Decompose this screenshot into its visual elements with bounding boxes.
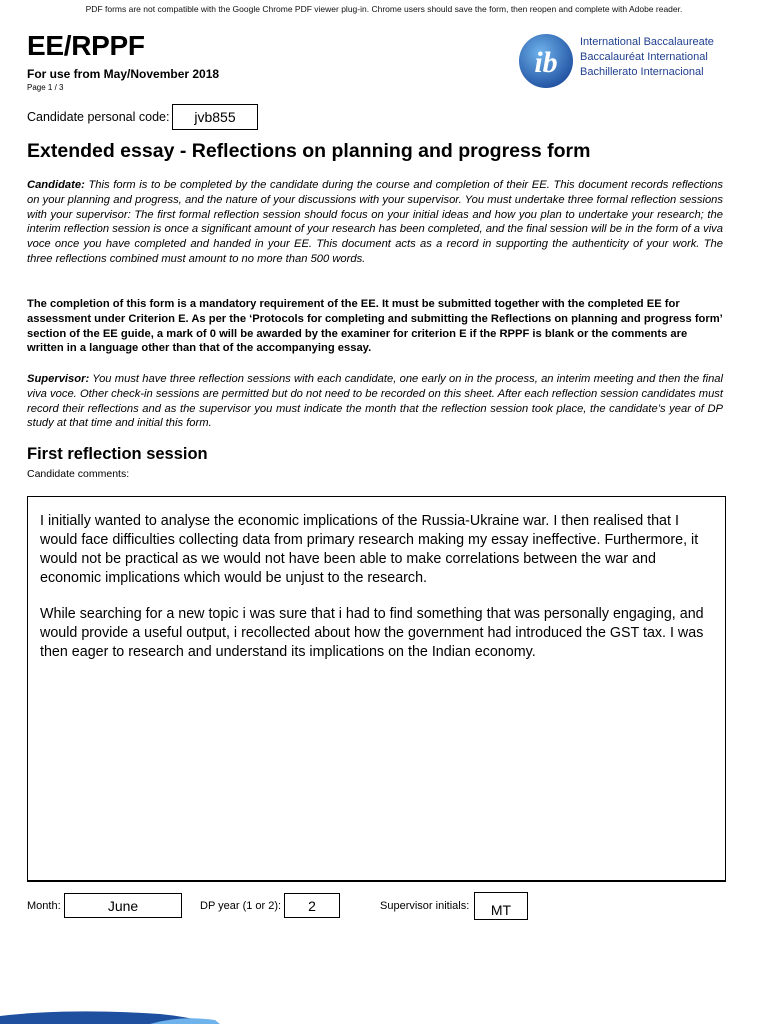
form-title: Extended essay - Reflections on planning and progress form — [27, 140, 591, 162]
initials-field[interactable]: MT — [474, 892, 528, 920]
comments-label: Candidate comments: — [27, 468, 130, 480]
for-use-text: For use from May/November 2018 — [27, 67, 220, 81]
dp-year-label: DP year (1 or 2): — [200, 900, 282, 912]
candidate-text: This form is to be completed by the candidate during the course and completion of their EE. This document records reflections on your planning and progress, and the nature of your discussions with your supervisor. You must undertake three formal reflection sessions with your supervisor: The first formal reflection session should focus on your initial ideas and how you plan to undertake your research; the interim reflection session is once a significant amount of your research has been completed, and the final session will be in the form of a viva voce once you have completed and handed in your EE. This document acts as a record in supporting the authenticity of your work. The three reflections combined must amount to no more than 500 words. — [27, 179, 723, 265]
comment-paragraph: I initially wanted to analyse the economic implications of the Russia-Ukraine war. I then realised that I would face difficulties collecting data from primary research making my essay ineffective. Furthermore, it would not be practical as we would not have been able to make correlations between the war and economic implications which would be unjust to the research. — [40, 513, 699, 586]
form-code: EE/RPPF — [27, 30, 145, 61]
candidate-lead: Candidate: — [27, 179, 85, 191]
candidate-instructions — [27, 178, 723, 267]
supervisor-lead: Supervisor: — [27, 373, 90, 385]
section-title: First reflection session — [27, 445, 208, 463]
candidate-comments-field[interactable] — [27, 496, 726, 882]
candidate-code-field[interactable]: jvb855 — [172, 104, 258, 130]
candidate-code-label: Candidate personal code: — [27, 110, 170, 124]
footer-swoosh — [0, 1006, 768, 1024]
logo-line-fr: Baccalauréat International — [580, 51, 708, 63]
chrome-notice: PDF forms are not compatible with the Google Chrome PDF viewer plug-in. Chrome users should save the form, then reopen and complete with Adobe reader. — [85, 4, 683, 14]
ib-logo — [516, 30, 726, 90]
month-label: Month: — [27, 900, 61, 912]
logo-line-es: Bachillerato Internacional — [580, 66, 704, 78]
dp-year-field[interactable]: 2 — [284, 893, 340, 918]
logo-line-en: International Baccalaureate — [580, 36, 714, 48]
supervisor-instructions — [27, 372, 723, 431]
initials-label: Supervisor initials: — [380, 900, 470, 912]
comment-paragraph: While searching for a new topic i was sure that i had to find something that was personally engaging, and would provide a useful output, i recollected about how the government had introduced the GST tax. I was then eager to research and understand its implications on the Indian economy. — [40, 606, 704, 660]
month-field[interactable]: June — [64, 893, 182, 918]
supervisor-text: You must have three reflection sessions with each candidate, one early on in the process, an interim meeting and then the final viva voce. Other check-in sessions are permitted but do not need to be recorded on this sheet. After each reflection session candidates must record their reflections and as the supervisor you must indicate the month that the reflection session took place, the candidate’s year of DP study at that time and initial this form. — [27, 373, 723, 430]
ib-logo-icon — [516, 30, 576, 90]
page-number: Page 1 / 3 — [27, 83, 64, 92]
mandatory-notice: The completion of this form is a mandatory requirement of the EE. It must be submitted together with the completed EE for assessment under Criterion E. As per the ‘Protocols for completing and submitting the Reflections on planning and progress form’ section of the EE guide, a mark of 0 will be awarded by the examiner for criterion E if the RPPF is blank or the comments are written in a language other than that of the accompanying essay. — [27, 298, 723, 355]
svg-text:ib: ib — [534, 46, 558, 79]
